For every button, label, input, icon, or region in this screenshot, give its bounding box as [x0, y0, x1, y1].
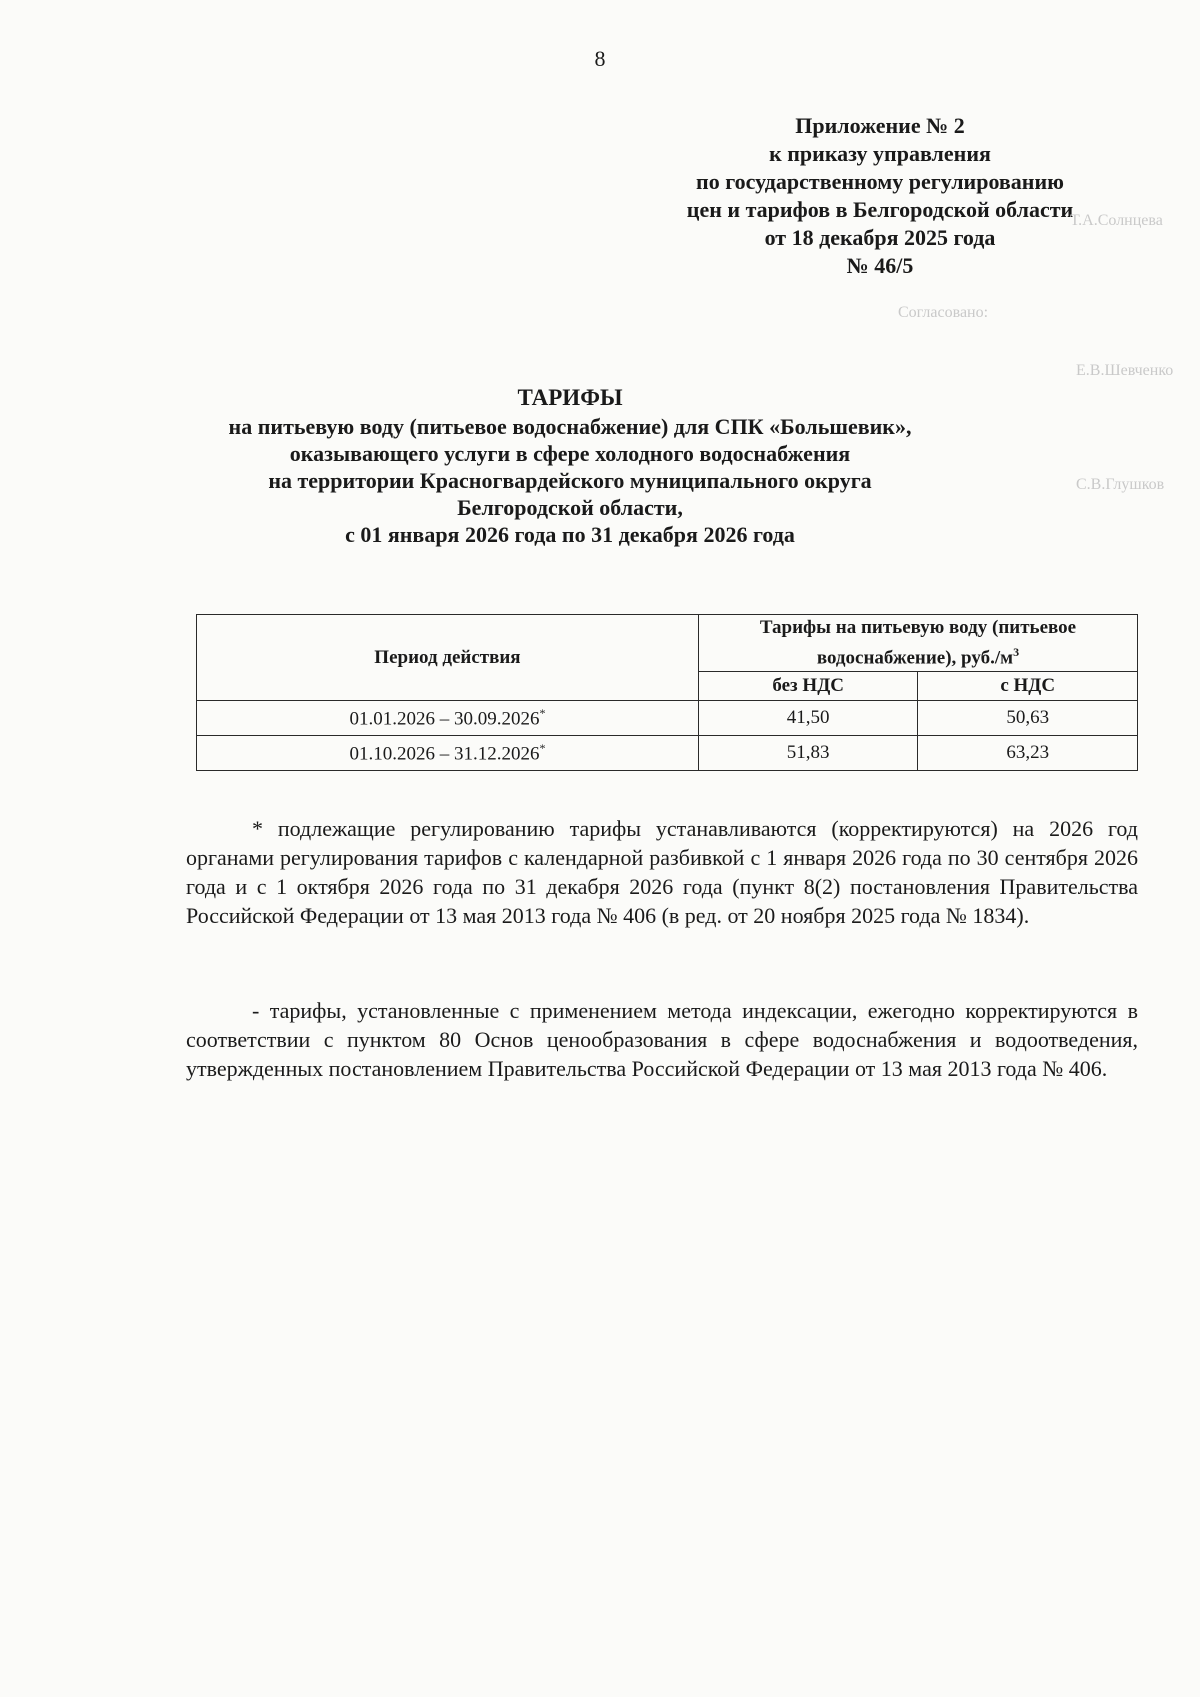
title-main: ТАРИФЫ: [517, 385, 623, 410]
appendix-line: по государственному регулированию: [696, 169, 1064, 194]
period-value: 01.01.2026 – 30.09.2026: [349, 708, 540, 730]
header-period: Период действия: [197, 615, 699, 701]
header-without-vat: без НДС: [698, 672, 918, 701]
page-number: 8: [594, 46, 606, 71]
title-line: Белгородской области,: [457, 495, 683, 520]
indexation-note: - тарифы, установленные с применением метода индексации, ежегодно корректируются в соответствии с пунктом 80 Основ ценообразования в сфере водоснабжения и водоотведения, утвержденных постановлением Правительства Российской Федерации от 13 мая 2013 года № 406.: [186, 998, 1138, 1081]
document-title: [150, 384, 990, 548]
tariff-without-vat-cell: 41,50: [698, 701, 918, 736]
appendix-line: от 18 декабря 2025 года: [764, 225, 996, 250]
title-line: на питьевую воду (питьевое водоснабжение) для СПК «Большевик»,: [228, 414, 912, 439]
bleed-through-text: Согласовано:: [898, 304, 989, 321]
title-line: оказывающего услуги в сфере холодного водоснабжения: [289, 441, 851, 466]
header-with-vat: с НДС: [918, 672, 1138, 701]
table-row: [197, 701, 1138, 736]
title-line: на территории Красногвардейского муниципального округа: [268, 468, 872, 493]
tariff-with-vat-cell: 63,23: [918, 736, 1138, 771]
tariff-table: [196, 614, 1138, 771]
header-tariff-unit-exponent: 3: [1013, 644, 1020, 659]
appendix-header: [600, 112, 1160, 280]
appendix-line: Приложение № 2: [795, 113, 965, 138]
tariff-with-vat-cell: 50,63: [918, 701, 1138, 736]
bleed-through-text: Т.А.Солнцева: [1070, 212, 1163, 229]
tariff-without-vat-cell: 51,83: [698, 736, 918, 771]
period-cell: [197, 701, 699, 736]
footnote-mark: *: [539, 705, 546, 720]
header-tariff: [698, 615, 1137, 672]
table-row: [197, 736, 1138, 771]
header-tariff-label: Тарифы на питьевую воду (питьевое водоснабжение), руб./м: [759, 616, 1077, 669]
bleed-through-text: С.В.Глушков: [1076, 476, 1165, 493]
title-line: с 01 января 2026 года по 31 декабря 2026 года: [345, 522, 795, 547]
period-cell: [197, 736, 699, 771]
bleed-through-text: Е.В.Шевченко: [1076, 362, 1174, 379]
appendix-line: к приказу управления: [769, 141, 991, 166]
table-header-row: [197, 615, 1138, 672]
footnote-text: * подлежащие регулированию тарифы устанавливаются (корректируются) на 2026 год органами регулирования тарифов с календарной разбивкой с 1 января 2026 года по 30 сентября 2026 года и с 1 октября 2026 года по 31 декабря 2026 года (пункт 8(2) постановления Правительства Российской Федерации от 13 мая 2013 года № 406 (в ред. от 20 ноября 2025 года № 1834).: [186, 816, 1138, 928]
footnote-mark: *: [539, 740, 546, 755]
appendix-line: № 46/5: [846, 253, 914, 278]
appendix-line: цен и тарифов в Белгородской области: [686, 197, 1074, 222]
period-value: 01.10.2026 – 31.12.2026: [349, 743, 540, 765]
